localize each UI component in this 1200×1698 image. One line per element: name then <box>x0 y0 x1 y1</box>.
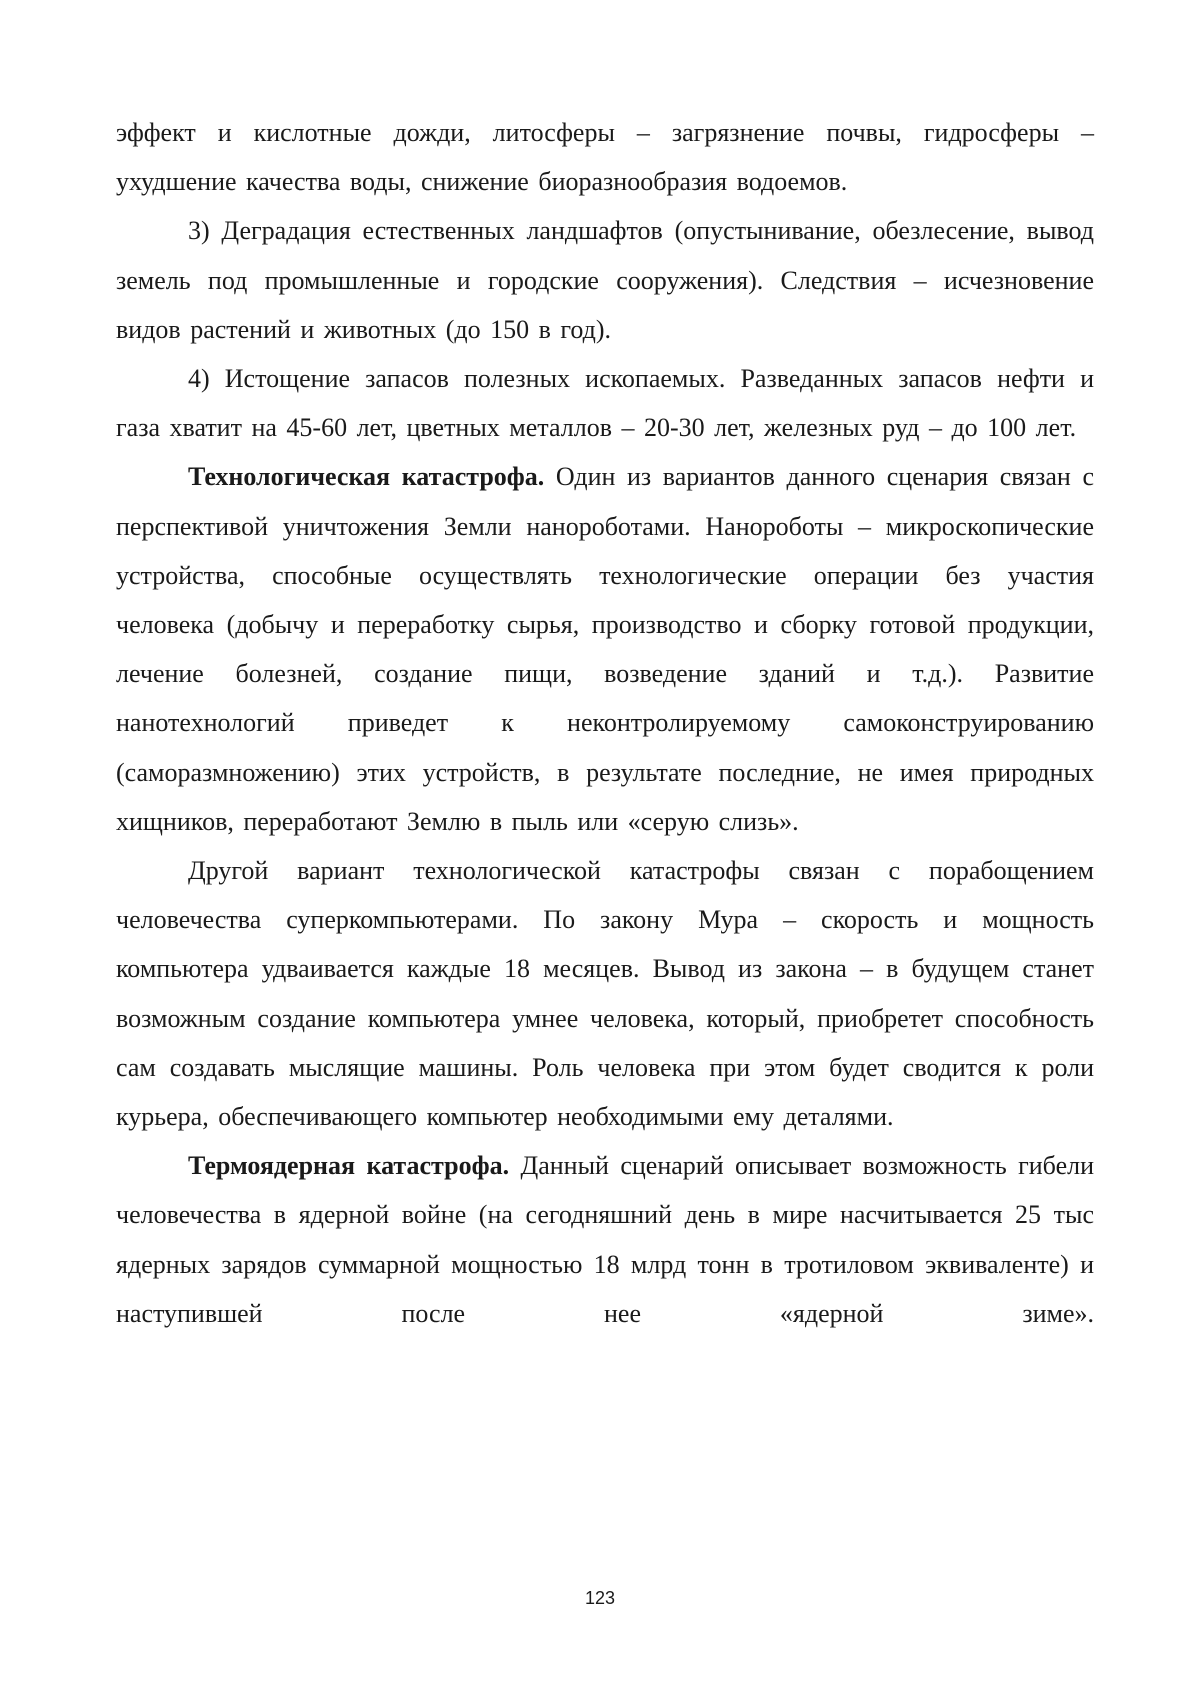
paragraph-text: 3) Деградация естественных ландшафтов (опустынивание, обезлесение, вывод земель под промышленные и городские сооружения). Следствия – исчезновение видов растений и животных (до 150 в год). <box>116 216 1094 344</box>
paragraph-text: Один из вариантов данного сценария связан с перспективой уничтожения Земли нанороботами. Нанороботы – микроскопические устройства, способные осуществлять технологические операции без участия человека (добычу и переработку сырья, производство и сборку готовой продукции, лечение болезней, создание пищи, возведение зданий и т.д.). Развитие нанотехнологий приведет к неконтролируемому самоконструированию (саморазмножению) этих устройств, в результате последние, не имея природных хищников, переработают Землю в пыль или «серую слизь». <box>116 462 1094 836</box>
paragraph-landscape-degradation <box>116 206 1094 354</box>
paragraph-supercomputers <box>116 846 1094 1141</box>
paragraph-text: Данный сценарий описывает возможность гибели человечества в ядерной войне (на сегодняшний день в мире насчитывается 25 тыс ядерных зарядов суммарной мощностью 18 млрд тонн в тротиловом эквиваленте) и наступившей после нее «ядерной зиме». <box>116 1151 1094 1328</box>
paragraph-text: Другой вариант технологической катастрофы связан с порабощением человечества суперкомпьютерами. По закону Мура – скорость и мощность компьютера удваивается каждые 18 месяцев. Вывод из закона – в будущем станет возможным создание компьютера умнее человека, который, приобретет способность сам создавать мыслящие машины. Роль человека при этом будет сводится к роли курьера, обеспечивающего компьютер необходимыми ему деталями. <box>116 856 1094 1132</box>
page-body <box>116 108 1094 1338</box>
paragraph-bold-lead: Технологическая катастрофа. <box>188 462 545 492</box>
paragraph-thermonuclear-catastrophe <box>116 1141 1094 1338</box>
paragraph-pollution-continued <box>116 108 1094 206</box>
paragraph-text: эффект и кислотные дожди, литосферы – загрязнение почвы, гидросферы – ухудшение качества воды, снижение биоразнообразия водоемов. <box>116 118 1094 197</box>
paragraph-resource-depletion <box>116 354 1094 452</box>
paragraph-text: 4) Истощение запасов полезных ископаемых. Разведанных запасов нефти и газа хватит на 45-60 лет, цветных металлов – 20-30 лет, железных руд – до 100 лет. <box>116 364 1094 443</box>
paragraph-bold-lead: Термоядерная катастрофа. <box>188 1151 510 1181</box>
paragraph-technological-catastrophe <box>116 452 1094 846</box>
page-number: 123 <box>584 1588 616 1608</box>
